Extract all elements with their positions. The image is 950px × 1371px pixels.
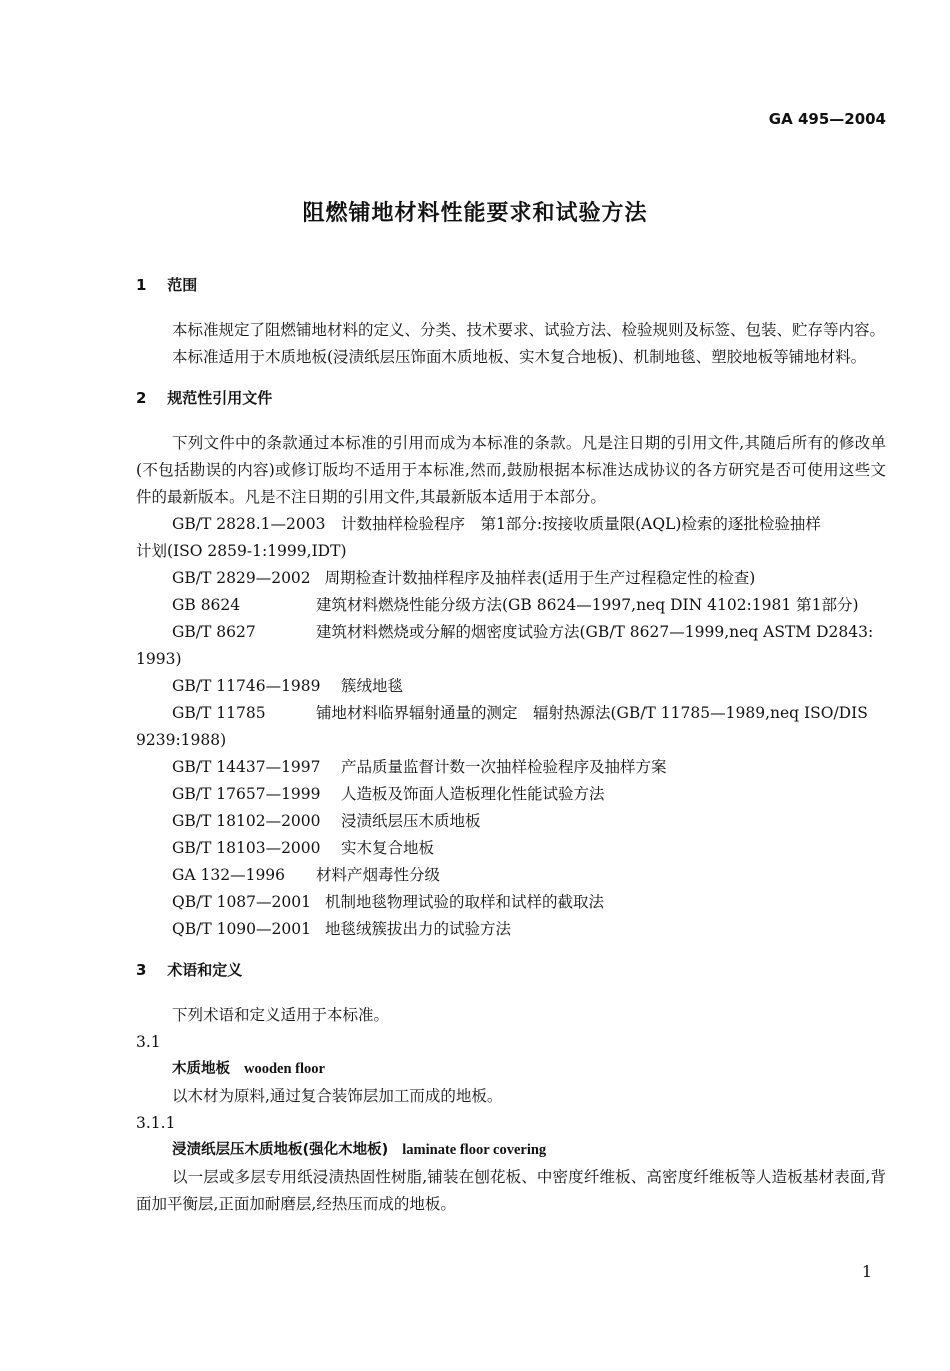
reference-item: [136, 511, 886, 538]
section-3-heading: [136, 957, 886, 984]
scope-paragraph-1: 本标准规定了阻燃铺地材料的定义、分类、技术要求、试验方法、检验规则及标签、包装、贮存等内容。: [172, 321, 886, 339]
reference-code: GA 132—1996: [172, 866, 286, 884]
section-title: 规范性引用文件: [167, 389, 273, 407]
reference-item: [136, 700, 886, 727]
reference-item: [136, 862, 886, 889]
reference-code: GB/T 8627: [172, 623, 256, 641]
reference-title: 浸渍纸层压木质地板: [341, 812, 481, 830]
section-title: 术语和定义: [167, 961, 243, 979]
reference-item: [136, 808, 886, 835]
reference-code: QB/T 1090—2001: [172, 920, 311, 938]
term-definition: 以木材为原料,通过复合装饰层加工而成的地板。: [172, 1087, 503, 1105]
term-heading: [136, 1056, 886, 1083]
section-number: 1: [136, 276, 147, 294]
term-heading: [136, 1137, 886, 1164]
reference-code: GB/T 2828.1—2003: [172, 515, 326, 533]
reference-title: 建筑材料燃烧性能分级方法(GB 8624—1997,neq DIN 4102:1981 第1部分): [316, 596, 859, 614]
reference-item: [136, 781, 886, 808]
term-english: laminate floor covering: [402, 1142, 547, 1158]
reference-list: [136, 511, 886, 943]
term-chinese: 木质地板: [172, 1061, 230, 1077]
section-title: 范围: [167, 276, 198, 294]
reference-title: 计数抽样检验程序 第1部分:按接收质量限(AQL)检索的逐批检验抽样: [341, 515, 821, 533]
reference-item: [136, 916, 886, 943]
reference-item: [136, 592, 886, 619]
reference-title: 建筑材料燃烧或分解的烟密度试验方法(GB/T 8627—1999,neq ASTM D2843:: [316, 623, 874, 641]
reference-title: 人造板及饰面人造板理化性能试验方法: [341, 785, 605, 803]
term-english: wooden floor: [244, 1061, 325, 1077]
reference-code: GB/T 11785: [172, 704, 266, 722]
reference-title: 材料产烟毒性分级: [316, 866, 441, 884]
reference-item: [136, 619, 886, 646]
reference-code: QB/T 1087—2001: [172, 893, 311, 911]
standard-id: GA 495—2004: [768, 110, 886, 128]
term-chinese: 浸渍纸层压木质地板(强化木地板): [172, 1142, 389, 1158]
reference-item: [136, 565, 886, 592]
reference-code: GB/T 2829—2002: [172, 569, 311, 587]
reference-code: GB 8624: [172, 596, 241, 614]
terms-intro: 下列术语和定义适用于本标准。: [172, 1006, 390, 1024]
clause-number: 3.1.1: [136, 1114, 176, 1132]
term-definition: 以一层或多层专用纸浸渍热固性树脂,铺装在刨花板、中密度纤维板、高密度纤维板等人造板基材表面,背面加平衡层,正面加耐磨层,经热压而成的地板。: [136, 1168, 886, 1213]
reference-item: [136, 889, 886, 916]
reference-title: 产品质量监督计数一次抽样检验程序及抽样方案: [341, 758, 667, 776]
page-title: 阻燃铺地材料性能要求和试验方法: [302, 201, 648, 226]
reference-item: [136, 754, 886, 781]
reference-item: [136, 835, 886, 862]
reference-title: 簇绒地毯: [341, 677, 404, 695]
section-1-heading: [136, 272, 886, 299]
page-number: 1: [861, 1262, 872, 1281]
section-2-heading: [136, 385, 886, 412]
reference-code: GB/T 17657—1999: [172, 785, 321, 803]
reference-title: 实木复合地板: [341, 839, 435, 857]
reference-code: GB/T 18102—2000: [172, 812, 321, 830]
reference-title: 地毯绒簇拔出力的试验方法: [324, 920, 511, 938]
reference-title: 铺地材料临界辐射通量的测定 辐射热源法(GB/T 11785—1989,neq ISO/DIS: [316, 704, 868, 722]
reference-continuation: 9239:1988): [136, 731, 227, 749]
section-number: 2: [136, 389, 147, 407]
reference-code: GB/T 11746—1989: [172, 677, 321, 695]
reference-code: GB/T 14437—1997: [172, 758, 321, 776]
reference-item: [136, 673, 886, 700]
section-number: 3: [136, 961, 147, 979]
reference-continuation: 1993): [136, 650, 182, 668]
reference-title: 周期检查计数抽样程序及抽样表(适用于生产过程稳定性的检查): [324, 569, 756, 587]
reference-continuation: 计划(ISO 2859-1:1999,IDT): [136, 542, 347, 560]
clause-number: 3.1: [136, 1033, 161, 1051]
scope-paragraph-2: 本标准适用于木质地板(浸渍纸层压饰面木质地板、实木复合地板)、机制地毯、塑胶地板等铺地材料。: [172, 348, 867, 366]
document-body: [136, 272, 886, 1218]
references-intro: 下列文件中的条款通过本标准的引用而成为本标准的条款。凡是注日期的引用文件,其随后所有的修改单(不包括勘误的内容)或修订版均不适用于本标准,然而,鼓励根据本标准达成协议的各方研究是否可使用这些文件的最新版本。凡是不注日期的引用文件,其最新版本适用于本部分。: [136, 434, 886, 506]
reference-title: 机制地毯物理试验的取样和试样的截取法: [324, 893, 604, 911]
reference-code: GB/T 18103—2000: [172, 839, 321, 857]
